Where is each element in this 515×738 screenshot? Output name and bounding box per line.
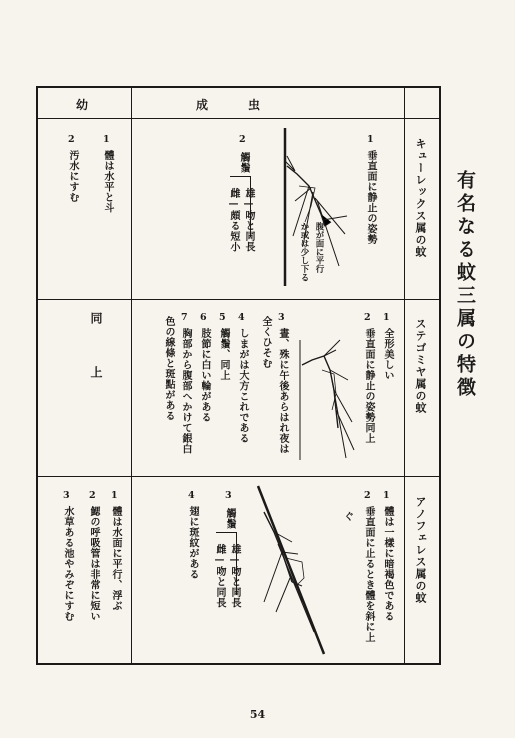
steg-adult-7: 胸部から腹部へかけて銀白 (180, 328, 191, 454)
anoph-adult-1-num: 1 (383, 490, 390, 501)
steg-adult-3: 晝、殊に午後あらはれ夜は (277, 328, 288, 454)
steg-adult-6-num: 6 (200, 312, 207, 323)
anoph-adult-1: 體は一樣に暗褐色である (382, 506, 393, 622)
anoph-larva-1: 體は水面に平行、浮ぶ (110, 506, 121, 611)
header-larva: 幼 (76, 98, 89, 112)
steg-larva: 同 上 (89, 312, 103, 384)
anoph-adult-3-label: 觸鬚 (224, 508, 235, 529)
culex-adult-1: 垂直面に静止の姿勢 (365, 150, 376, 245)
steg-adult-7-num: 7 (181, 312, 188, 323)
culex-adult-1-num: 1 (367, 134, 374, 145)
header-adult: 成 虫 (196, 98, 262, 112)
steg-adult-6: 肢節に白い輪がある (199, 328, 210, 423)
culex-adult-2-label: 觸鬚 (238, 152, 249, 173)
species-culex: キューレックス属の蚊 (414, 138, 427, 258)
culex-adult-2-num: 2 (239, 134, 246, 145)
culex-larva-1-num: 1 (103, 134, 110, 145)
culex-adult-note-a: 腹が面に平行 (314, 222, 324, 273)
anoph-adult-3-num: 3 (225, 490, 232, 501)
steg-adult-1-num: 1 (383, 312, 390, 323)
steg-adult-7-cont: 色の線條と斑點がある (163, 316, 174, 421)
anoph-larva-2-num: 2 (89, 490, 96, 501)
culex-adult-2-female: 雌—頗る短小 (228, 188, 239, 252)
anoph-larva-2: 鰓の呼吸管は非常に短い (88, 506, 99, 622)
steg-adult-4-num: 4 (238, 312, 245, 323)
steg-adult-3-num: 3 (278, 312, 285, 323)
anoph-adult-3-female: 雌—吻と同長 (214, 544, 225, 608)
species-anopheles: アノフェレス属の蚊 (414, 496, 427, 604)
steg-adult-2: 垂直面に静止の姿勢同上 (363, 328, 374, 444)
culex-adult-note-b: か或は少し下る (299, 222, 309, 282)
anoph-adult-2: 垂直面に止るとき體を斜に上 (363, 506, 374, 643)
stegomyia-mosquito-illustration (296, 310, 356, 470)
culex-larva-2-num: 2 (68, 134, 75, 145)
anoph-larva-3: 水草ある池やみぞにすむ (62, 506, 73, 622)
culex-larva-2: 汚水にすむ (67, 150, 78, 203)
page-number: 54 (249, 708, 266, 721)
page-title: 有名なる蚊三属の特徴 (454, 170, 476, 400)
anoph-adult-4: 翅に斑紋がある (187, 506, 198, 580)
steg-adult-1: 全形美しい (382, 328, 393, 381)
culex-mosquito-illustration (265, 126, 355, 291)
steg-adult-4: しまがは大方これである (237, 328, 248, 444)
steg-adult-3-cont: 全くひそむ (260, 316, 271, 369)
anoph-adult-2-num: 2 (364, 490, 371, 501)
species-stegomyia: ステゴミヤ属の蚊 (414, 318, 427, 414)
anoph-adult-4-num: 4 (188, 490, 195, 501)
anoph-adult-3-male: 雄—吻と同長 (229, 544, 240, 608)
steg-adult-2-num: 2 (364, 312, 371, 323)
culex-larva-1: 體は水平と斗 (102, 150, 113, 213)
anoph-larva-3-num: 3 (63, 490, 70, 501)
culex-adult-2-male: 雄—吻と同長 (243, 188, 254, 252)
anoph-larva-1-num: 1 (111, 490, 118, 501)
steg-adult-5-num: 5 (219, 312, 226, 323)
anopheles-mosquito-illustration (252, 482, 336, 658)
anoph-adult-2-tail: ぐ (344, 512, 355, 523)
steg-adult-5: 觸鬚、同上 (218, 328, 229, 381)
